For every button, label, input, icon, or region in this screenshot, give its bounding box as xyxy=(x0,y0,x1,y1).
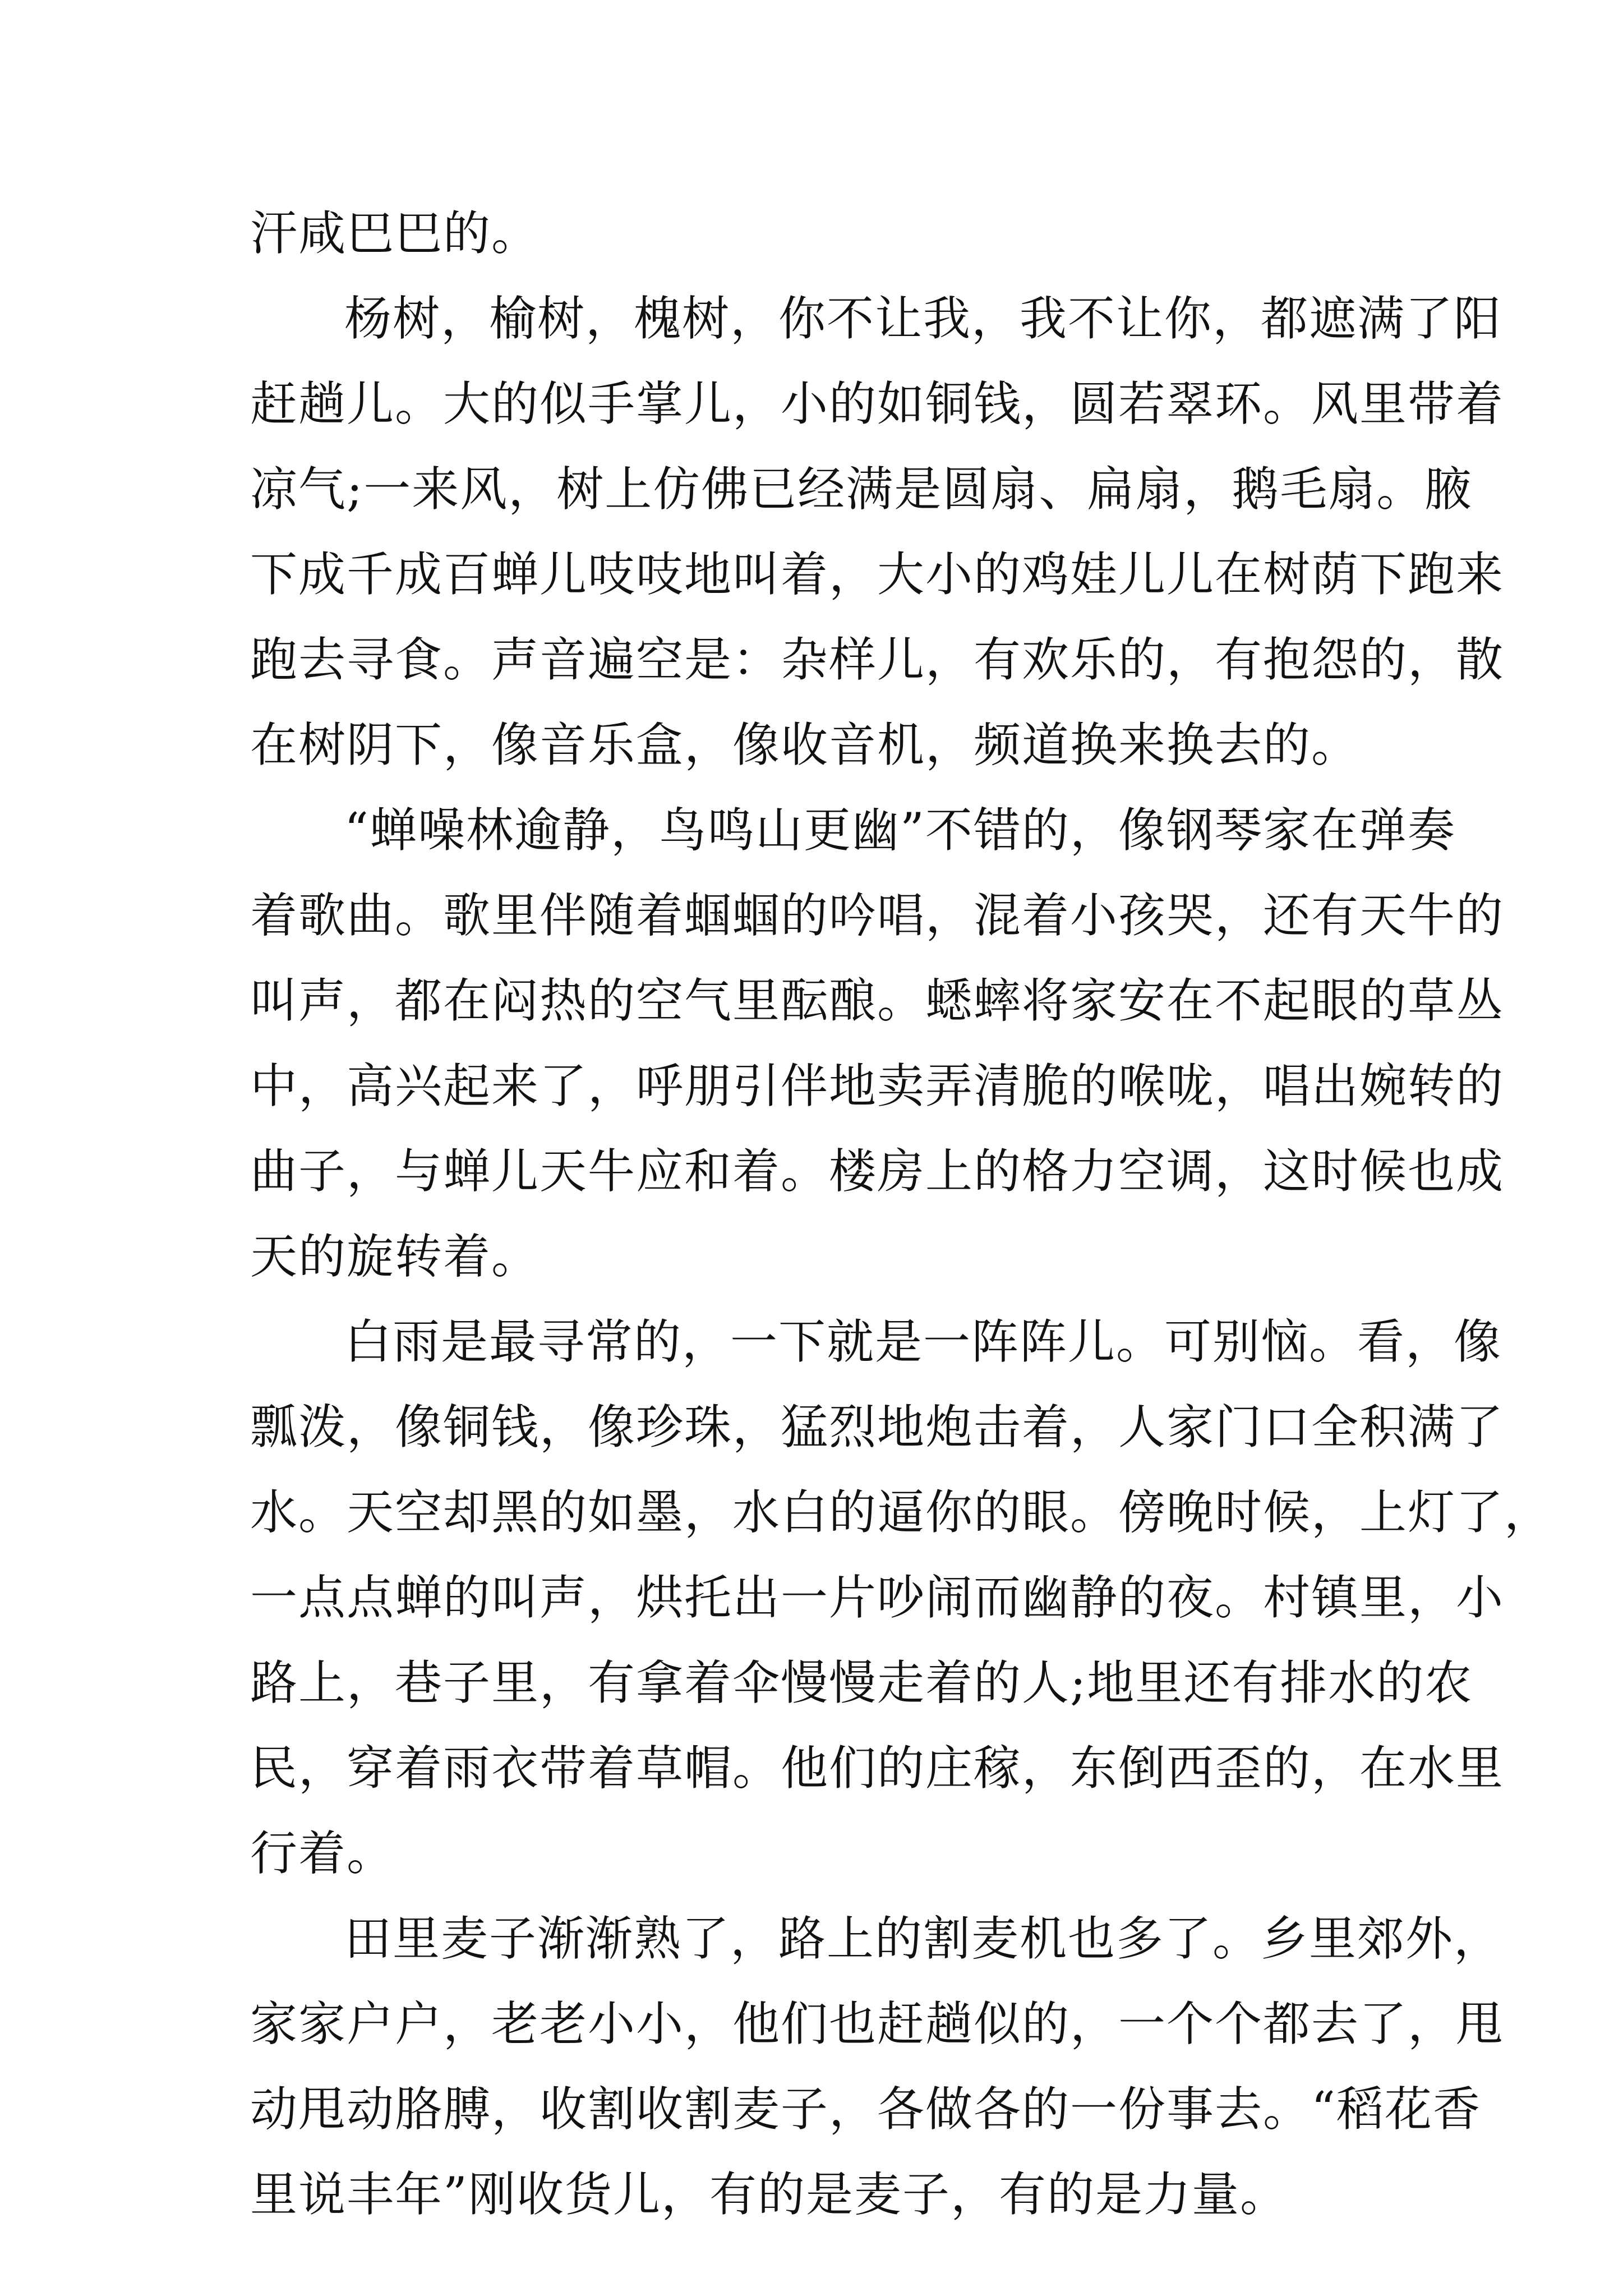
text-line: 着歌曲。歌里伴随着蝈蝈的吟唱，混着小孩哭，还有天牛的 xyxy=(250,888,1505,943)
text-line: 路上，巷子里，有拿着伞慢慢走着的人;地里还有排水的农 xyxy=(250,1655,1473,1710)
text-line: 汗咸巴巴的。 xyxy=(250,206,540,261)
text-line: 行着。 xyxy=(250,1826,395,1881)
body-text xyxy=(250,191,1553,2237)
text-line: 杨树，榆树，槐树，你不让我，我不让你，都遮满了阳 xyxy=(344,291,1502,346)
text-line: 里说丰年”刚收货儿，有的是麦子，有的是力量。 xyxy=(250,2167,1288,2222)
text-line: 中，高兴起来了，呼朋引伴地卖弄清脆的喉咙，唱出婉转的 xyxy=(250,1059,1505,1114)
text-line: 曲子，与蝉儿天牛应和着。楼房上的格力空调，这时候也成 xyxy=(250,1144,1505,1199)
text-line: 凉气;一来风，树上仿佛已经满是圆扇、扁扇，鹅毛扇。腋 xyxy=(250,462,1473,517)
text-line: 水。天空却黑的如墨，水白的逼你的眼。傍晚时候，上灯了， xyxy=(250,1485,1553,1540)
text-line: 家家户户，老老小小，他们也赶趟似的，一个个都去了，甩 xyxy=(250,1996,1505,2051)
text-line: 跑去寻食。声音遍空是：杂样儿，有欢乐的，有抱怨的，散 xyxy=(250,632,1505,687)
text-line: 田里麦子渐渐熟了，路上的割麦机也多了。乡里郊外， xyxy=(344,1911,1502,1966)
text-line: 叫声，都在闷热的空气里酝酿。蟋蟀将家安在不起眼的草丛 xyxy=(250,973,1505,1028)
text-line: 天的旋转着。 xyxy=(250,1229,540,1284)
text-line: “蝉噪林逾静，鸟鸣山更幽”不错的，像钢琴家在弹奏 xyxy=(344,803,1456,858)
text-line: 动甩动胳膊，收割收割麦子，各做各的一份事去。“稻花香 xyxy=(250,2082,1481,2137)
text-line: 民，穿着雨衣带着草帽。他们的庄稼，东倒西歪的，在水里 xyxy=(250,1741,1505,1796)
text-line: 一点点蝉的叫声，烘托出一片吵闹而幽静的夜。村镇里，小 xyxy=(250,1570,1505,1625)
text-line: 下成千成百蝉儿吱吱地叫着，大小的鸡娃儿儿在树荫下跑来 xyxy=(250,547,1505,602)
text-line: 在树阴下，像音乐盒，像收音机，频道换来换去的。 xyxy=(250,717,1360,772)
text-line: 瓢泼，像铜钱，像珍珠，猛烈地炮击着，人家门口全积满了 xyxy=(250,1400,1505,1455)
text-line: 白雨是最寻常的，一下就是一阵阵儿。可别恼。看，像 xyxy=(344,1314,1502,1369)
text-line: 赶趟儿。大的似手掌儿，小的如铜钱，圆若翠环。风里带着 xyxy=(250,376,1505,431)
